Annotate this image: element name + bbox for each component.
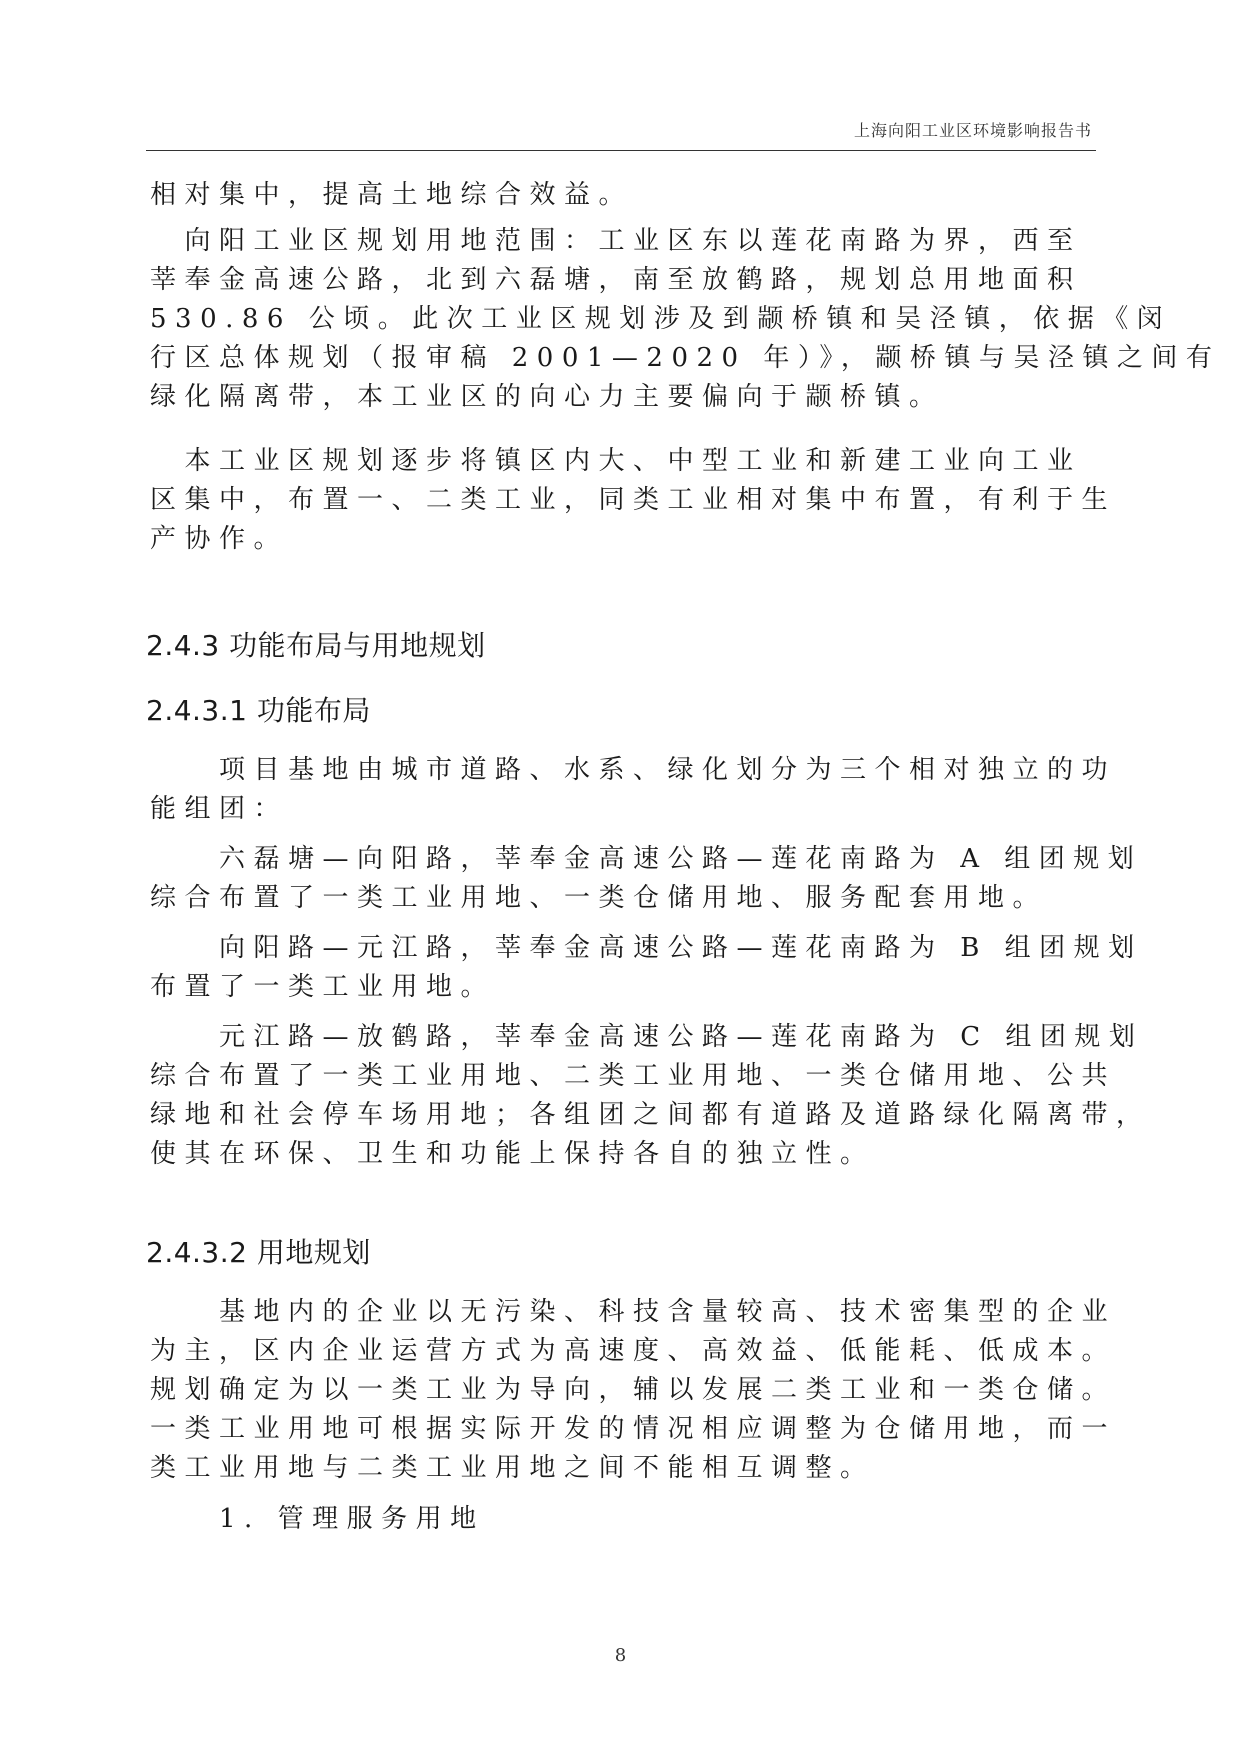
text-line: 使其在环保、卫生和功能上保持各自的独立性。	[150, 1139, 875, 1169]
list-item-management-land: 1. 管理服务用地	[150, 1504, 485, 1534]
text-line: 综合布置了一类工业用地、一类仓储用地、服务配套用地。	[150, 883, 1048, 913]
header-title: 上海向阳工业区环境影响报告书	[853, 121, 1092, 140]
text-line: 六磊塘—向阳路，莘奉金高速公路—莲花南路为 A 组团规划	[150, 844, 1143, 874]
text-line: 绿化隔离带，本工业区的向心力主要偏向于颛桥镇。	[150, 382, 944, 412]
text-line: 530.86 公顷。此次工业区规划涉及到颛桥镇和吴泾镇，依据《闵	[150, 304, 1172, 334]
page-number: 8	[614, 1645, 627, 1666]
section-heading-2-4-3-2: 2.4.3.2 用地规划	[146, 1236, 371, 1269]
section-heading-2-4-3-1: 2.4.3.1 功能布局	[146, 694, 371, 727]
text-line: 元江路—放鹤路，莘奉金高速公路—莲花南路为 C 组团规划	[150, 1022, 1144, 1052]
text-line: 向阳路—元江路，莘奉金高速公路—莲花南路为 B 组团规划	[150, 933, 1143, 963]
paragraph-6	[150, 929, 1143, 1007]
text-line: 规划确定为以一类工业为导向，辅以发展二类工业和一类仓储。	[150, 1375, 1117, 1405]
text-line: 一类工业用地可根据实际开发的情况相应调整为仓储用地，而一	[150, 1414, 1117, 1444]
section-heading-2-4-3: 2.4.3 功能布局与用地规划	[146, 629, 486, 662]
text-line: 行区总体规划（报审稿 2001—2020 年）》，颛桥镇与吴泾镇之间有	[150, 343, 1221, 373]
text-line: 产协作。	[150, 524, 289, 554]
text-line: 类工业用地与二类工业用地之间不能相互调整。	[150, 1453, 875, 1483]
text-line: 相对集中，提高土地综合效益。	[150, 180, 634, 210]
text-line: 本工业区规划逐步将镇区内大、中型工业和新建工业向工业	[150, 446, 1082, 476]
text-line: 布置了一类工业用地。	[150, 972, 496, 1002]
text-line: 区集中，布置一、二类工业，同类工业相对集中布置，有利于生	[150, 485, 1117, 515]
paragraph-5	[150, 840, 1143, 918]
paragraph-8	[150, 1293, 1117, 1488]
page-header	[146, 118, 1096, 151]
paragraph-1	[150, 176, 1080, 215]
text-line: 绿地和社会停车场用地；各组团之间都有道路及道路绿化隔离带，	[150, 1100, 1151, 1130]
text-line: 能组团：	[150, 794, 289, 824]
text-line: 综合布置了一类工业用地、二类工业用地、一类仓储用地、公共	[150, 1061, 1117, 1091]
paragraph-4	[150, 751, 1117, 829]
paragraph-9	[150, 1500, 1080, 1539]
paragraph-7	[150, 1018, 1151, 1174]
text-line: 项目基地由城市道路、水系、绿化划分为三个相对独立的功	[150, 755, 1117, 785]
text-line: 莘奉金高速公路，北到六磊塘，南至放鹤路，规划总用地面积	[150, 265, 1082, 295]
paragraph-3	[150, 442, 1117, 559]
text-line: 向阳工业区规划用地范围：工业区东以莲花南路为界，西至	[150, 226, 1082, 256]
text-line: 为主，区内企业运营方式为高速度、高效益、低能耗、低成本。	[150, 1336, 1117, 1366]
text-line: 基地内的企业以无污染、科技含量较高、技术密集型的企业	[150, 1297, 1117, 1327]
paragraph-2	[150, 222, 1221, 417]
